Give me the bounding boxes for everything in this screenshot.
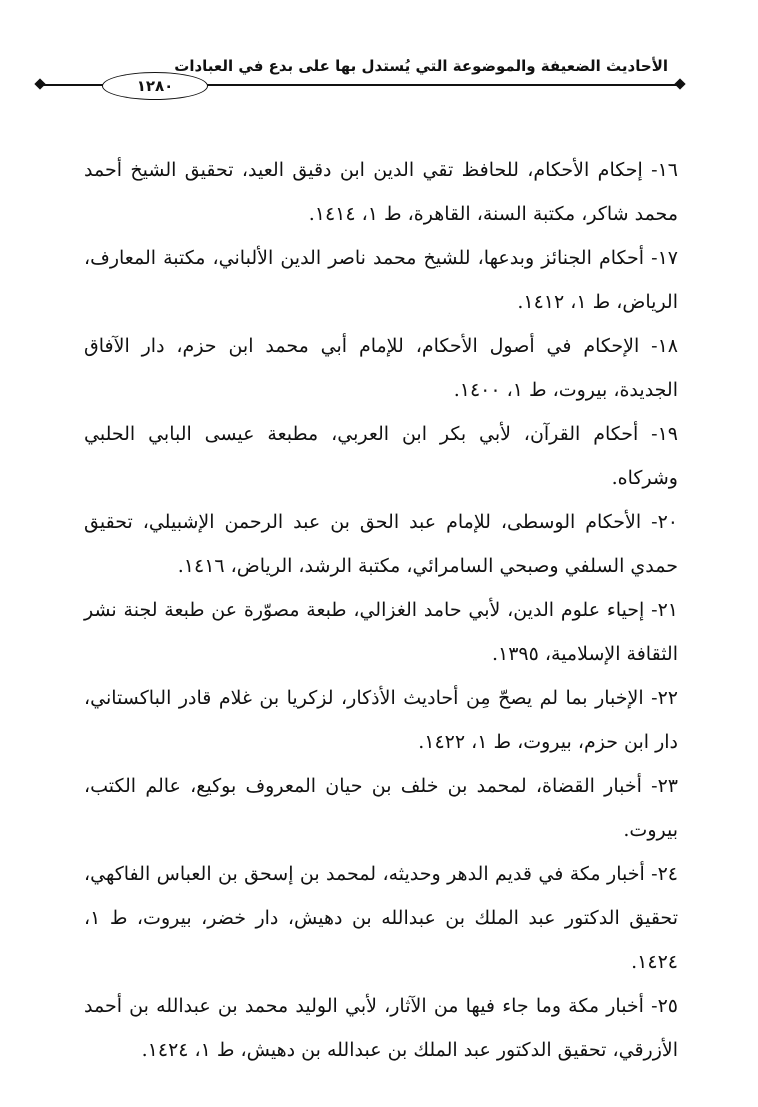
bibliography-entry (84, 676, 678, 764)
entry-number: ١٧- (651, 247, 678, 269)
bibliography-entry (84, 984, 678, 1072)
page-number-text: ١٢٨٠ (136, 77, 174, 95)
entry-text: إحكام الأحكام، للحافظ تقي الدين ابن دقيق العيد، تحقيق الشيخ أحمد محمد شاكر، مكتبة السنة، القاهرة، ط ١، ١٤١٤. (84, 159, 678, 225)
entry-text: الإخبار بما لم يصحّ مِن أحاديث الأذكار، لزكريا بن غلام قادر الباكستاني، دار ابن حزم، بيروت، ط ١، ١٤٢٢. (84, 687, 678, 753)
bibliography-entry (84, 412, 678, 500)
bibliography-entry (84, 148, 678, 236)
entry-number: ١٨- (651, 335, 678, 357)
entry-text: الأحكام الوسطى، للإمام عبد الحق بن عبد الرحمن الإشبيلي، تحقيق حمدي السلفي وصبحي السامرائي، مكتبة الرشد، الرياض، ١٤١٦. (84, 511, 678, 577)
bibliography-entry (84, 500, 678, 588)
entry-text: إحياء علوم الدين، لأبي حامد الغزالي، طبعة مصوّرة عن طبعة لجنة نشر الثقافة الإسلامية، ١٣٩٥. (84, 599, 678, 665)
entry-text: الإحكام في أصول الأحكام، للإمام أبي محمد ابن حزم، دار الآفاق الجديدة، بيروت، ط ١، ١٤٠٠. (84, 335, 678, 401)
bibliography-entry (84, 324, 678, 412)
entry-number: ٢٢- (651, 687, 678, 709)
entry-number: ١٦- (651, 159, 678, 181)
entry-number: ٢٠- (651, 511, 678, 533)
entry-number: ٢٣- (651, 775, 678, 797)
entry-number: ٢٥- (651, 995, 678, 1017)
running-header-title: الأحاديث الضعيفة والموضوعة التي يُستدل بها على بدع في العبادات (174, 57, 668, 75)
rule-ornament-right (674, 78, 685, 89)
bibliography-list (84, 148, 678, 1072)
entry-number: ٢٤- (651, 863, 679, 885)
page-number (102, 72, 208, 100)
bibliography-entry (84, 588, 678, 676)
entry-text: أخبار القضاة، لمحمد بن خلف بن حيان المعروف بوكيع، عالم الكتب، بيروت. (84, 775, 678, 841)
rule-ornament-left (34, 78, 45, 89)
bibliography-entry (84, 236, 678, 324)
entry-number: ٢١- (651, 599, 678, 621)
entry-text: أخبار مكة وما جاء فيها من الآثار، لأبي الوليد محمد بن عبدالله بن أحمد الأزرقي، تحقيق الدكتور عبد الملك بن عبدالله بن دهيش، ط ١، ١٤٢٤. (84, 995, 678, 1061)
entry-text: أحكام الجنائز وبدعها، للشيخ محمد ناصر الدين الألباني، مكتبة المعارف، الرياض، ط ١، ١٤١٢. (84, 247, 678, 313)
entry-text: أحكام القرآن، لأبي بكر ابن العربي، مطبعة عيسى البابي الحلبي وشركاه. (84, 423, 678, 489)
entry-number: ١٩- (651, 423, 678, 445)
bibliography-entry (84, 764, 678, 852)
bibliography-entry (84, 852, 678, 984)
entry-text: أخبار مكة في قديم الدهر وحديثه، لمحمد بن إسحق بن العباس الفاكهي، تحقيق الدكتور عبد الملك بن عبدالله بن دهيش، دار خضر، بيروت، ط ١، ١٤٢٤. (84, 863, 678, 973)
